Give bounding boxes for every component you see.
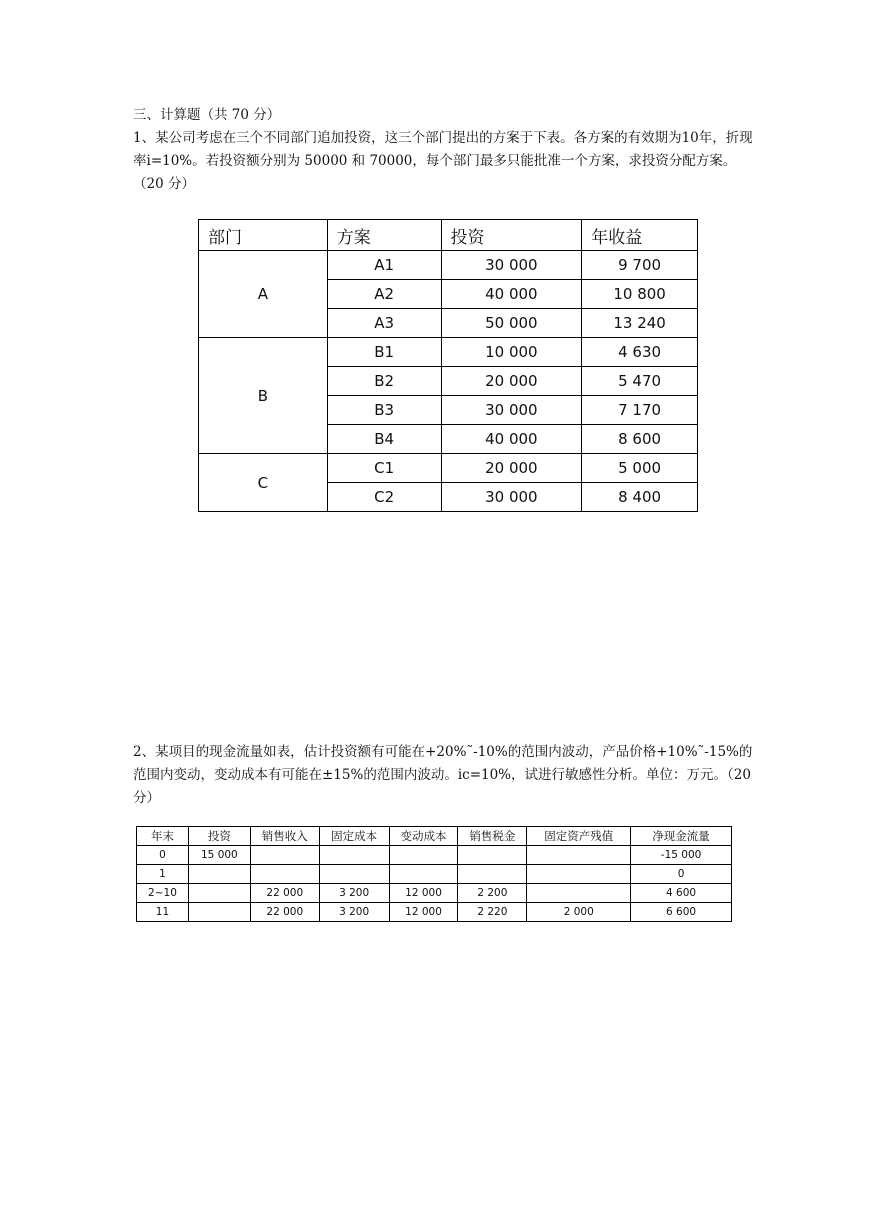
header-sales-revenue: 销售收入 xyxy=(250,827,319,846)
plan-cell: B4 xyxy=(327,425,441,454)
header-annual-return: 年收益 xyxy=(582,220,698,251)
table-cell xyxy=(389,846,458,865)
table-cell: 3 200 xyxy=(319,884,389,903)
plan-cell: A1 xyxy=(327,251,441,280)
table-cell: 22 000 xyxy=(250,903,319,922)
return-cell: 10 800 xyxy=(582,280,698,309)
return-cell: 7 170 xyxy=(582,396,698,425)
header-sales-tax: 销售税金 xyxy=(458,827,527,846)
return-cell: 5 000 xyxy=(582,454,698,483)
question-1-text: 1、某公司考虑在三个不同部门追加投资，这三个部门提出的方案于下表。各方案的有效期为10年，折现率i=10%。若投资额分别为 50000 和 70000，每个部门最多只能批准一个方案，求投资分配方案。（20 分） xyxy=(133,130,753,192)
table-cell: 2 220 xyxy=(458,903,527,922)
table-row xyxy=(137,846,732,865)
table-cell: 1 xyxy=(137,865,189,884)
table-row xyxy=(199,454,698,483)
table-cell: 12 000 xyxy=(389,884,458,903)
investment-cell: 30 000 xyxy=(441,251,582,280)
plan-cell: B1 xyxy=(327,338,441,367)
table-cell xyxy=(188,884,250,903)
investment-plan-table xyxy=(198,219,698,512)
dept-cell: A xyxy=(199,251,328,338)
header-investment: 投资 xyxy=(188,827,250,846)
investment-cell: 10 000 xyxy=(441,338,582,367)
table-cell xyxy=(188,903,250,922)
table-cell xyxy=(250,846,319,865)
table-cell: 3 200 xyxy=(319,903,389,922)
table-cell xyxy=(527,846,631,865)
table-cell xyxy=(458,846,527,865)
table-cell: 2~10 xyxy=(137,884,189,903)
investment-cell: 40 000 xyxy=(441,280,582,309)
header-investment: 投资 xyxy=(441,220,582,251)
table-cell xyxy=(319,865,389,884)
plan-cell: C1 xyxy=(327,454,441,483)
investment-cell: 30 000 xyxy=(441,483,582,512)
table-cell: 12 000 xyxy=(389,903,458,922)
header-year-end: 年末 xyxy=(137,827,189,846)
table-row xyxy=(137,865,732,884)
investment-cell: 40 000 xyxy=(441,425,582,454)
return-cell: 13 240 xyxy=(582,309,698,338)
section-heading: 三、计算题（共 70 分） xyxy=(133,107,281,123)
plan-cell: C2 xyxy=(327,483,441,512)
cash-flow-table xyxy=(136,826,732,922)
table-cell xyxy=(458,865,527,884)
table-cell: 2 000 xyxy=(527,903,631,922)
table-cell xyxy=(319,846,389,865)
return-cell: 5 470 xyxy=(582,367,698,396)
table-cell xyxy=(250,865,319,884)
return-cell: 8 600 xyxy=(582,425,698,454)
table-header-row xyxy=(199,220,698,251)
table-cell: 22 000 xyxy=(250,884,319,903)
table-cell xyxy=(389,865,458,884)
return-cell: 8 400 xyxy=(582,483,698,512)
plan-cell: A3 xyxy=(327,309,441,338)
dept-cell: C xyxy=(199,454,328,512)
header-residual-value: 固定资产残值 xyxy=(527,827,631,846)
table-cell: 0 xyxy=(631,865,732,884)
table-cell: 15 000 xyxy=(188,846,250,865)
table-cell: 6 600 xyxy=(631,903,732,922)
investment-cell: 50 000 xyxy=(441,309,582,338)
table-row xyxy=(199,338,698,367)
table-row xyxy=(199,251,698,280)
table-cell xyxy=(188,865,250,884)
table-row xyxy=(137,903,732,922)
table-cell: 4 600 xyxy=(631,884,732,903)
dept-cell: B xyxy=(199,338,328,454)
question-2-text: 2、某项目的现金流量如表，估计投资额有可能在+20%˜-10%的范围内波动，产品价格+10%˜-15%的范围内变动，变动成本有可能在±15%的范围内波动。ic=10%，试进行敏感性分析。单位：万元。（20分） xyxy=(133,744,753,806)
table-cell: -15 000 xyxy=(631,846,732,865)
header-variable-cost: 变动成本 xyxy=(389,827,458,846)
return-cell: 9 700 xyxy=(582,251,698,280)
table-cell: 11 xyxy=(137,903,189,922)
table-row xyxy=(137,884,732,903)
header-dept: 部门 xyxy=(199,220,328,251)
investment-cell: 30 000 xyxy=(441,396,582,425)
investment-cell: 20 000 xyxy=(441,454,582,483)
table-header-row xyxy=(137,827,732,846)
return-cell: 4 630 xyxy=(582,338,698,367)
table-cell: 2 200 xyxy=(458,884,527,903)
plan-cell: B3 xyxy=(327,396,441,425)
table-cell xyxy=(527,865,631,884)
table-cell: 0 xyxy=(137,846,189,865)
table-cell xyxy=(527,884,631,903)
header-fixed-cost: 固定成本 xyxy=(319,827,389,846)
header-plan: 方案 xyxy=(327,220,441,251)
header-net-cash-flow: 净现金流量 xyxy=(631,827,732,846)
plan-cell: B2 xyxy=(327,367,441,396)
investment-cell: 20 000 xyxy=(441,367,582,396)
plan-cell: A2 xyxy=(327,280,441,309)
